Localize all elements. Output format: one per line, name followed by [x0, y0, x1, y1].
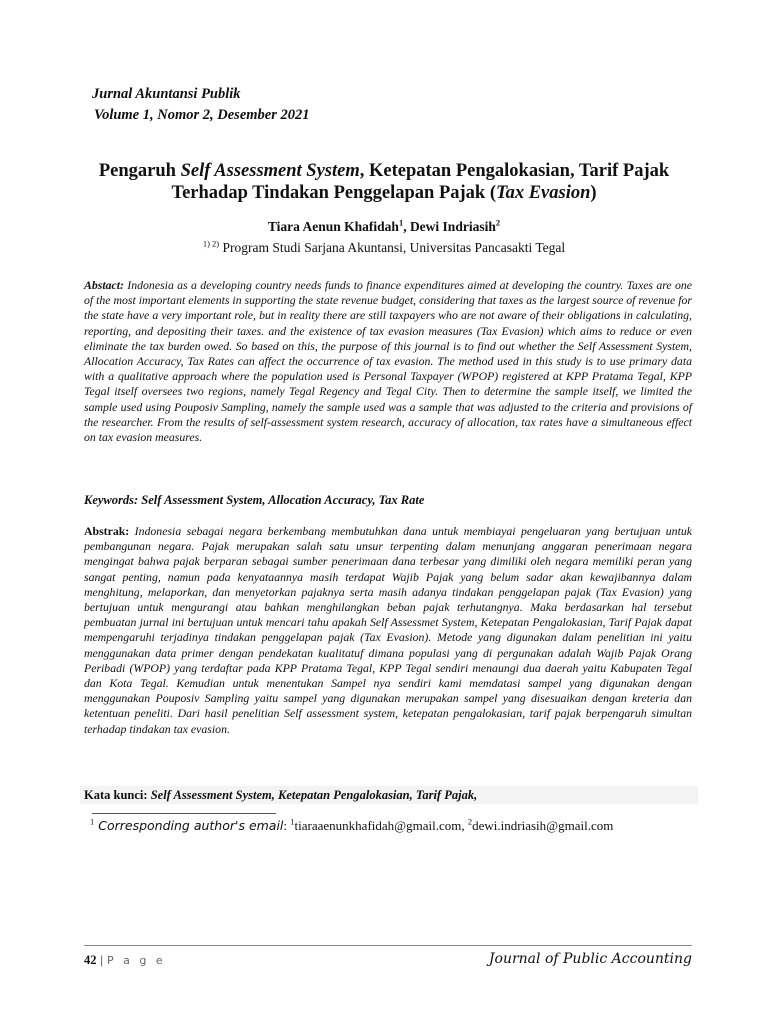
- abstract-indonesian: [84, 524, 692, 737]
- page-number: 42: [84, 953, 97, 967]
- page-label: P a g e: [107, 954, 166, 967]
- keywords-english: Keywords: Self Assessment System, Allocation Accuracy, Tax Rate: [84, 493, 425, 507]
- footer-rule: [84, 945, 692, 946]
- email-link[interactable]: tiaraaenunkhafidah@gmail.com: [294, 818, 462, 833]
- title-italic-term: Self Assessment System: [180, 161, 360, 181]
- page-separator: |: [100, 953, 104, 967]
- abstract-text: Indonesia as a developing country needs funds to finance expenditures aimed at developing the country. Taxes are one of the most important elements in supporting the state revenue budget, considering that taxes as the largest source of revenue for the state have a very important role, but in reality there are still taxpayers who are not aware of their obligations in calculating, reporting, and depositing their taxes. and the existence of tax evasion measures (Tax Evasion) which aims to reduce or even eliminate the tax burden owed. So based on this, the purpose of this journal is to find out whether the Self Assessment System, Allocation Accuracy, Tax Rates can affect the occurrence of tax evasion. The method used in this study is to use primary data with a qualitative approach where the population used is Personal Taxpayer (WPOP) registered at KPP Pratama Tegal, KPP Tegal itself oversees two regions, namely Tegal Regency and Tegal City. Then to determine the sample itself, we limited the sample used using Pouposiv Sampling, namely the sample used was a sample that was adjusted to the criteria and provisions of the researcher. From the results of self-assessment system research, accuracy of allocation, tax rates have a simultaneous effect on tax evasion measures.: [84, 278, 692, 445]
- title-italic-term: Tax Evasion: [495, 183, 591, 203]
- abstract-label: Abstrak:: [84, 524, 130, 538]
- footnote-rule: [92, 813, 276, 814]
- email-sup: 1: [290, 816, 295, 827]
- footnote-marker: 1: [90, 816, 95, 827]
- abstract-text: Indonesia sebagai negara berkembang membutuhkan dana untuk membiayai pengeluaran yang bertujuan untuk pembangunan negara. Pajak merupakan salah satu unsur terpenting dalam menunjang anggaran penerimaan negara mengingat bahwa pajak berparan sebagai sumber penerimaan dana terbesar yang dimiliki oleh negara memiliki peran yang sangat penting, namun pada kenyataannya masih terdapat Wajib Pajak yang belum sadar akan kewajibannya dalam menghitung, melaporkan, dan menyetorkan pajaknya serta masih adanya tindakan penggelapan pajak (Tax Evasion) yang bertujuan untuk mengurangi atau bahkan menghilangkan beban pajak terhutangnya. Maka berdasarkan hal tersebut pembuatan jurnal ini bertujuan untuk mencari tahu apakah Self Assessmet System, Ketepatan Pengalokasian, Tarif Pajak dapat mempengaruhi terjadinya tindakan penggelapan pajak (Tax Evasion). Metode yang digunakan dalam penelitian ini yaitu menggunakan data primer dengan pendekatan kualitatuf dimana populasi yang di pergunakan adalah Wajib Pajak Orang Peribadi (WPOP) yang terdaftar pada KPP Pratama Tegal, KPP Tegal sendiri menaungi dua daerah yaitu Kabupaten Tegal dan Kota Tegal. Kemudian untuk menentukan Sampel nya sendiri kami memdatasi sampel yang digunakan dengan menggunakan Pouposiv Sampling yaitu sampel yang digunakan merupakan sampel yang disesuaikan dengan kreteria dan ketentuan peneliti. Dari hasil penelitian Self assessment system, ketepatan pengalokasian, tarif pajak berpengaruh simultan terhadap tindakan tax evasion.: [84, 524, 692, 736]
- affiliation-marker: 1) 2): [202, 238, 220, 249]
- journal-footer-title: Journal of Public Accounting: [488, 951, 692, 967]
- title-text: ): [590, 183, 597, 203]
- title-text: Pengaruh: [98, 161, 181, 181]
- footnote-colon: :: [283, 818, 291, 833]
- keywords-value: Self Assessment System, Ketepatan Pengalokasian, Tarif Pajak,: [150, 788, 478, 802]
- email-link[interactable]: dewi.indriasih@gmail.com: [472, 818, 614, 833]
- journal-header: [92, 84, 309, 126]
- footnote-label: Corresponding author's email: [94, 818, 284, 833]
- keywords-indonesian: [80, 786, 698, 804]
- journal-name: Jurnal Akuntansi Publik: [92, 86, 241, 102]
- abstract-english: [84, 278, 692, 445]
- email-separator: ,: [461, 818, 468, 833]
- author-separator: ,: [403, 219, 410, 234]
- keywords-label: Kata kunci:: [84, 788, 151, 802]
- abstract-label: Abstact:: [84, 278, 124, 292]
- email-sup: 2: [467, 816, 473, 827]
- title-text: , Ketepatan Pengalokasian, Tarif Pajak Terhadap Tindakan Penggelapan Pajak (: [171, 161, 670, 203]
- author-list: [0, 219, 768, 235]
- author-name: Tiara Aenun Khafidah: [267, 219, 399, 234]
- author-sup: 2: [495, 217, 501, 228]
- journal-volume: Volume 1, Nomor 2, Desember 2021: [94, 107, 310, 123]
- page-number-footer: [84, 953, 166, 968]
- paper-title: [60, 160, 708, 204]
- affiliation: [0, 240, 768, 256]
- affiliation-text: Program Studi Sarjana Akuntansi, Universitas Pancasakti Tegal: [219, 240, 566, 255]
- corresponding-author-footnote: [90, 818, 613, 834]
- author-sup: 1: [398, 217, 404, 228]
- author-name: Dewi Indriasih: [409, 219, 496, 234]
